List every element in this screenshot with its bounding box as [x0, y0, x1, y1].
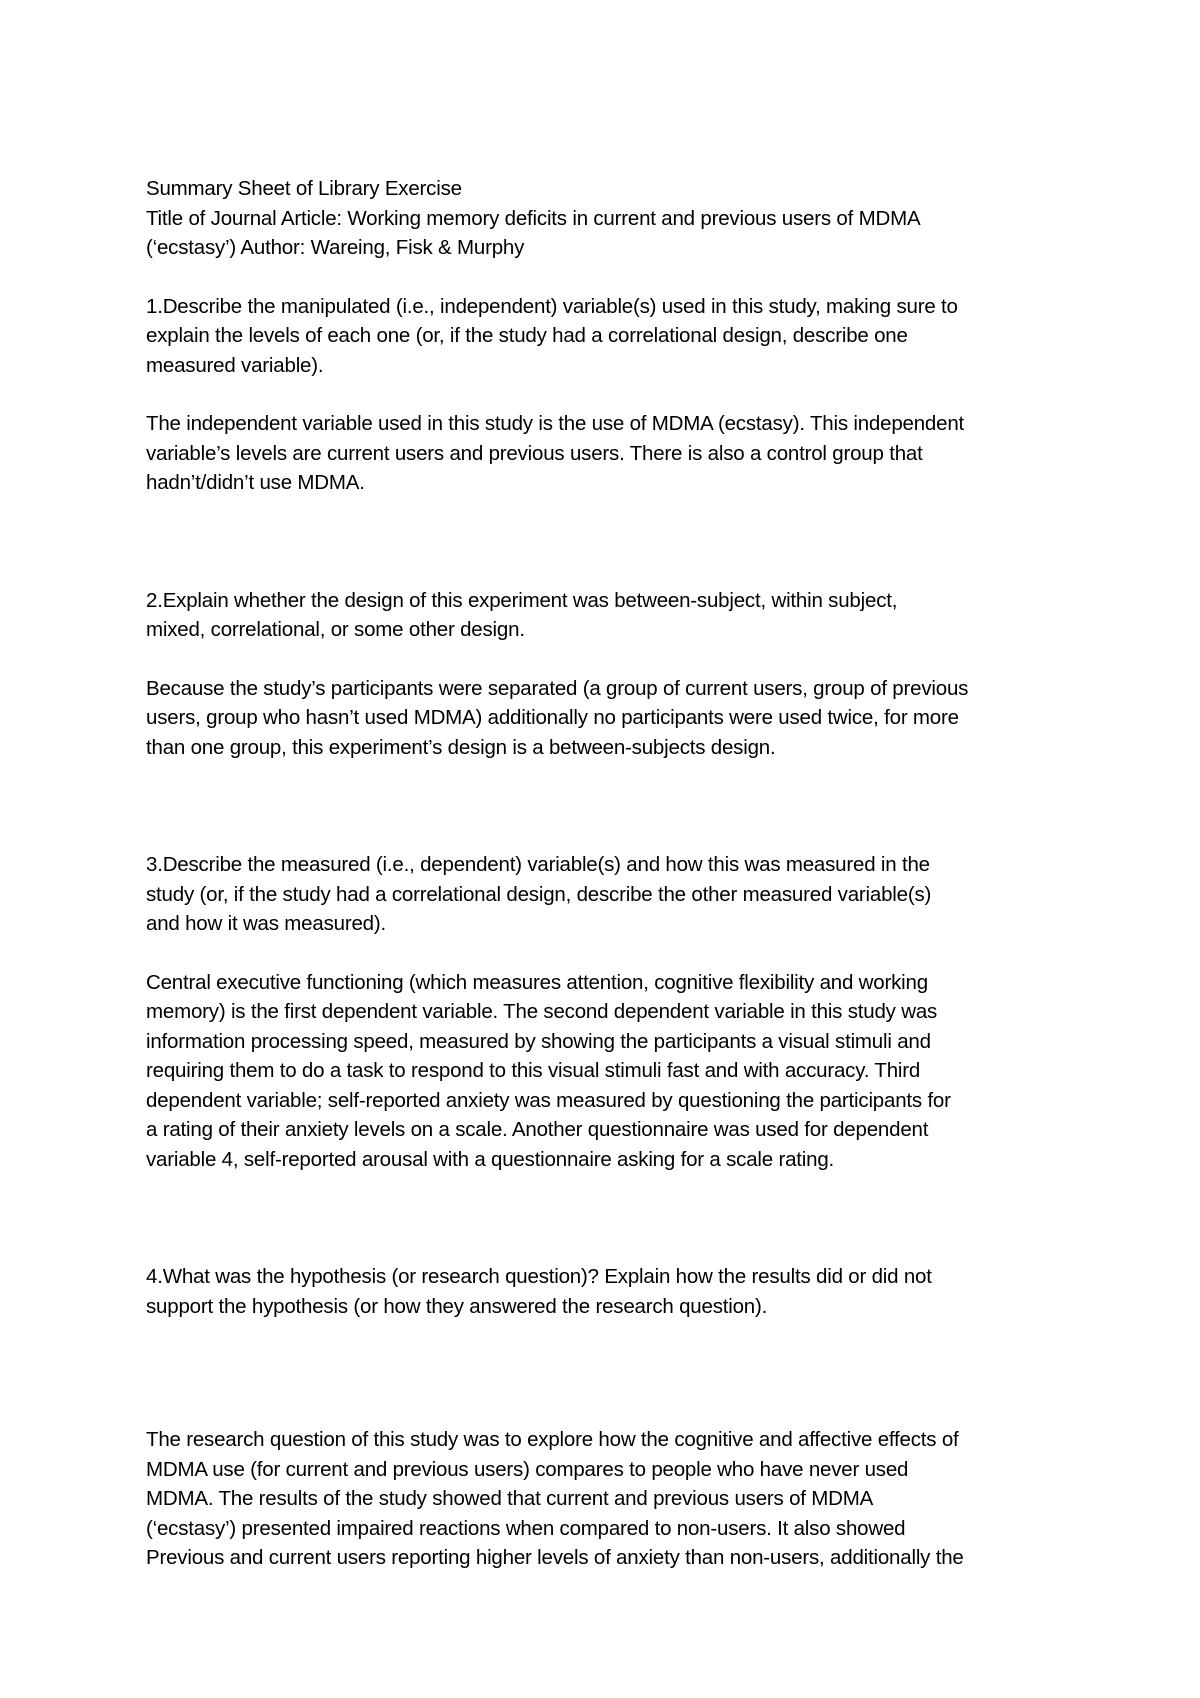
- answer-3-line: a rating of their anxiety levels on a scale. Another questionnaire was used for dependent: [146, 1118, 929, 1141]
- answer-4-line: MDMA. The results of the study showed that current and previous users of MDMA: [146, 1487, 874, 1510]
- answer-4-line: The research question of this study was to explore how the cognitive and affective effects of: [146, 1428, 959, 1451]
- answer-1-line: variable’s levels are current users and previous users. There is also a control group that: [146, 441, 923, 465]
- question-2-line: mixed, correlational, or some other design.: [146, 618, 525, 641]
- answer-3-line: dependent variable; self-reported anxiety was measured by questioning the participants for: [146, 1088, 951, 1112]
- answer-3-line: Central executive functioning (which measures attention, cognitive flexibility and working: [146, 970, 928, 994]
- answer-4-line: MDMA use (for current and previous users) compares to people who have never used: [146, 1457, 909, 1481]
- article-title-line: Title of Journal Article: Working memory deficits in current and previous users of MDMA: [146, 206, 921, 230]
- answer-1-line: hadn’t/didn’t use MDMA.: [146, 471, 365, 494]
- answer-3-line: memory) is the first dependent variable. The second dependent variable in this study was: [146, 1000, 938, 1023]
- question-3-line: and how it was measured).: [146, 912, 386, 935]
- answer-3-line: requiring them to do a task to respond to this visual stimuli fast and with accuracy. Third: [146, 1059, 921, 1082]
- answer-3-line: variable 4, self-reported arousal with a questionnaire asking for a scale rating.: [146, 1147, 835, 1171]
- document-body: [146, 174, 1076, 1573]
- answer-4-line: (‘ecstasy’) presented impaired reactions when compared to non-users. It also showed: [146, 1516, 906, 1540]
- article-author-line: (‘ecstasy’) Author: Wareing, Fisk & Murphy: [146, 236, 525, 259]
- answer-2-line: Because the study’s participants were separated (a group of current users, group of previous: [146, 676, 969, 700]
- answer-4-line: Previous and current users reporting higher levels of anxiety than non-users, additionally the: [146, 1546, 964, 1569]
- answer-2-line: users, group who hasn’t used MDMA) additionally no participants were used twice, for more: [146, 706, 959, 729]
- document-title: Summary Sheet of Library Exercise: [146, 177, 462, 200]
- question-3-line: study (or, if the study had a correlational design, describe the other measured variable(s): [146, 882, 932, 906]
- question-1-line: explain the levels of each one (or, if the study had a correlational design, describe one: [146, 324, 908, 347]
- question-4-line: 4.What was the hypothesis (or research question)? Explain how the results did or did not: [146, 1265, 932, 1288]
- question-2-line: 2.Explain whether the design of this experiment was between-subject, within subject,: [146, 588, 898, 612]
- answer-3-line: information processing speed, measured by showing the participants a visual stimuli and: [146, 1029, 931, 1053]
- question-1-line: 1.Describe the manipulated (i.e., independent) variable(s) used in this study, making sure to: [146, 294, 958, 318]
- question-3-line: 3.Describe the measured (i.e., dependent) variable(s) and how this was measured in the: [146, 853, 930, 876]
- question-4-line: support the hypothesis (or how they answered the research question).: [146, 1294, 768, 1318]
- answer-2-line: than one group, this experiment’s design is a between-subjects design.: [146, 735, 776, 759]
- question-1-line: measured variable).: [146, 353, 324, 377]
- answer-1-line: The independent variable used in this study is the use of MDMA (ecstasy). This independent: [146, 412, 965, 435]
